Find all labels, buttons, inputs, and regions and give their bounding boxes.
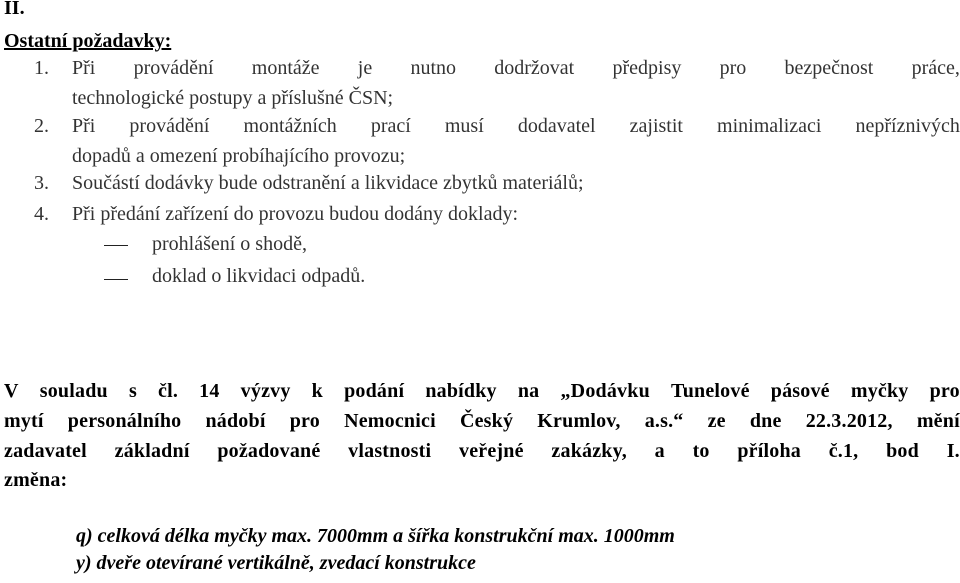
word: bod — [886, 440, 919, 462]
word: dodavatel — [517, 115, 596, 137]
word: 22.3.2012, — [805, 410, 893, 432]
word: nutno — [410, 57, 457, 79]
item-text: Při předání zařízení do provozu budou dodány doklady: — [72, 203, 518, 225]
word: a — [654, 440, 665, 462]
word: prací — [370, 115, 411, 137]
paragraph-line — [4, 380, 960, 403]
change-item: q) celková délka myčky max. 7000mm a šířka konstrukční max. 1000mm — [76, 525, 675, 547]
word: mění — [916, 410, 960, 432]
word: Tunelové — [671, 380, 750, 402]
word: dodržovat — [494, 57, 575, 79]
word: požadované — [217, 440, 321, 462]
word: minimalizaci — [717, 115, 822, 137]
word: souladu — [39, 380, 108, 402]
word: Nemocnici — [344, 410, 436, 432]
paragraph-line — [4, 410, 960, 433]
word: I. — [946, 440, 960, 462]
word: pro — [289, 410, 320, 432]
item-text — [72, 57, 960, 80]
item-number: 1. — [34, 57, 49, 79]
change-item: y) dveře otevírané vertikálně, zvedací konstrukce — [76, 552, 476, 574]
word: zajistit — [629, 115, 683, 137]
word: nádobí — [205, 410, 266, 432]
item-text — [72, 115, 960, 138]
word: Při — [72, 115, 96, 137]
word: provádění — [129, 115, 210, 137]
paragraph-line: změna: — [4, 469, 68, 491]
word: čl. — [158, 380, 179, 402]
word: 14 — [199, 380, 220, 402]
word: základní — [114, 440, 190, 462]
word: mytí — [4, 410, 44, 432]
item-number: 4. — [34, 203, 49, 225]
sub-item: doklad o likvidaci odpadů. — [152, 265, 366, 287]
word: personálního — [67, 410, 182, 432]
word: musí — [444, 115, 484, 137]
sub-item: prohlášení o shodě, — [152, 233, 307, 255]
item-text: Součástí dodávky bude odstranění a likvidace zbytků materiálů; — [72, 172, 584, 194]
word: č.1, — [828, 440, 859, 462]
dash-bullet — [104, 245, 128, 246]
word: výzvy — [240, 380, 291, 402]
word: Krumlov, — [537, 410, 621, 432]
item-text-continuation: technologické postupy a příslušné ČSN; — [72, 87, 394, 109]
word: příloha — [737, 440, 801, 462]
word: montážních — [243, 115, 337, 137]
word: nabídky — [425, 380, 497, 402]
word: s — [128, 380, 137, 402]
word: zadavatel — [4, 440, 87, 462]
word: myčky — [850, 380, 909, 402]
item-number: 2. — [34, 115, 49, 137]
list-item — [0, 57, 960, 85]
word: ze — [707, 410, 726, 432]
word: nepříznivých — [855, 115, 960, 137]
word: podání — [344, 380, 405, 402]
word: vlastnosti — [348, 440, 432, 462]
word: V — [4, 380, 19, 402]
word: Při — [72, 57, 96, 79]
list-item — [0, 203, 960, 231]
word: bezpečnost — [784, 57, 874, 79]
word: veřejné — [459, 440, 524, 462]
word: Český — [459, 410, 514, 432]
word: práce, — [911, 57, 960, 79]
word: k — [311, 380, 323, 402]
dash-bullet — [104, 279, 128, 280]
word: montáže — [251, 57, 320, 79]
word: na — [517, 380, 540, 402]
section-number: II. — [4, 0, 25, 19]
word: zakázky, — [551, 440, 627, 462]
word: pásové — [770, 380, 830, 402]
word: je — [357, 57, 373, 79]
word: dne — [749, 410, 782, 432]
list-item — [0, 172, 960, 200]
item-text-continuation: dopadů a omezení probíhajícího provozu; — [72, 145, 406, 167]
item-number: 3. — [34, 172, 49, 194]
list-item — [0, 115, 960, 143]
section-heading: Ostatní požadavky: — [4, 30, 172, 52]
word: „Dodávku — [560, 380, 650, 402]
word: pro — [929, 380, 960, 402]
word: předpisy — [612, 57, 682, 79]
word: provádění — [133, 57, 214, 79]
word: a.s.“ — [644, 410, 684, 432]
word: to — [692, 440, 710, 462]
word: pro — [719, 57, 747, 79]
paragraph-line — [4, 440, 960, 463]
